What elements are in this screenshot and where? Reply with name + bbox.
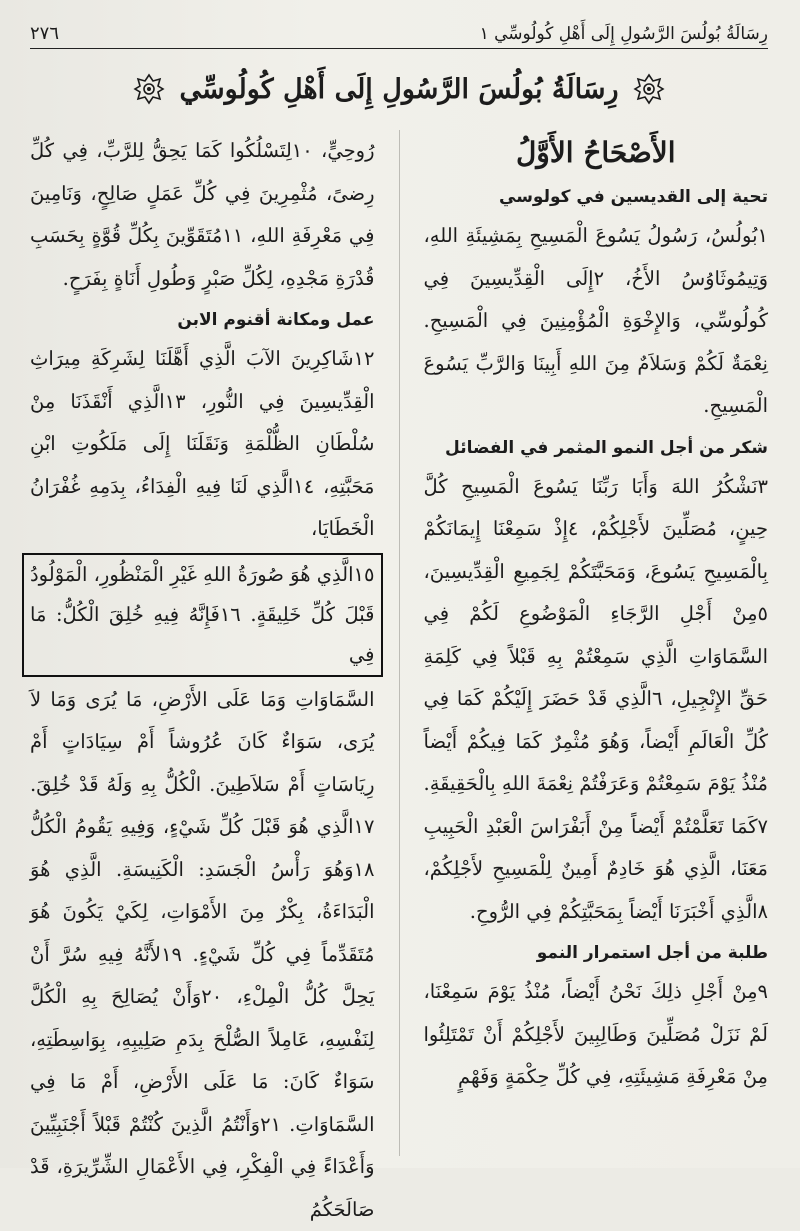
verse-paragraph: السَّمَاوَاتِ وَمَا عَلَى الأَرْضِ، مَا يُرَى وَمَا لاَ يُرَى، سَوَاءٌ كَانَ عُرُوشاً أَمْ سِيَادَاتٍ أَمْ رِيَاسَاتٍ أَمْ سَلاَطِينَ. الْكُلُّ بِهِ وَلَهُ قَدْ خُلِقَ. ١٧الَّذِي هُوَ قَبْلَ كُلِّ شَيْءٍ، وَفِيهِ يَقُومُ الْكُلُّ ١٨وَهُوَ رَأْسُ الْجَسَدِ: الْكَنِيسَةِ. الَّذِي هُوَ الْبَدَاءَةُ، بِكْرٌ مِنَ الأَمْوَاتِ، لِكَيْ يَكُونَ هُوَ مُتَقَدِّماً فِي كُلِّ شَيْءٍ. ١٩لأَنَّهُ فِيهِ سُرَّ أَنْ يَحِلَّ كُلُّ الْمِلْءِ، ٢٠وَأَنْ يُصَالِحَ بِهِ الْكُلَّ لِنَفْسِهِ، عَامِلاً الصُّلْحَ بِدَمِ صَلِيبِهِ، بِوَاسِطَتِهِ، سَوَاءٌ كَانَ: مَا عَلَى الأَرْضِ، أَمْ مَا فِي السَّمَاوَاتِ. ٢١وَأَنْتُمُ الَّذِينَ كُنْتُمْ قَبْلاً أَجْنَبِيِّينَ وَأَعْدَاءً فِي الْفِكْرِ، فِي الأَعْمَالِ الشِّرِّيرَةِ، قَدْ صَالَحَكُمُ bbox=[30, 679, 375, 1231]
book-title: رِسَالَةُ بُولُسَ الرَّسُولِ إِلَى أَهْلِ كُولُوسِّي bbox=[179, 74, 618, 105]
section-heading: شكر من أجل النمو المثمر في الفضائل bbox=[424, 438, 769, 458]
text-columns bbox=[30, 130, 768, 1156]
page-number: ٢٧٦ bbox=[30, 23, 59, 44]
left-column bbox=[30, 130, 375, 1156]
main-title bbox=[30, 62, 768, 116]
section-heading: طلبة من أجل استمرار النمو bbox=[424, 943, 769, 963]
verse-paragraph: ١٢شَاكِرِينَ الآبَ الَّذِي أَهَّلَنَا لِشَرِكَةِ مِيرَاثِ الْقِدِّيسِينَ فِي النُّورِ، ١٣الَّذِي أَنْقَذَنَا مِنْ سُلْطَانِ الظُّلْمَةِ وَنَقَلَنَا إِلَى مَلَكُوتِ ابْنِ مَحَبَّتِهِ، ١٤الَّذِي لَنَا فِيهِ الْفِدَاءُ، بِدَمِهِ غُفْرَانُ الْخَطَايَا، bbox=[30, 338, 375, 551]
verse-paragraph: ٩مِنْ أَجْلِ ذلِكَ نَحْنُ أَيْضاً، مُنْذُ يَوْمَ سَمِعْنَا، لَمْ نَزَلْ مُصَلِّينَ وَطَالِبِينَ لأَجْلِكُمْ أَنْ تَمْتَلِئُوا مِنْ مَعْرِفَةِ مَشِيئَتِهِ، فِي كُلِّ حِكْمَةٍ وَفَهْمٍ bbox=[424, 971, 769, 1099]
section-heading: عمل ومكانة أقنوم الابن bbox=[30, 310, 375, 330]
ornament-icon bbox=[633, 73, 665, 105]
chapter-title: الأَصْحَاحُ الأَوَّلُ bbox=[424, 136, 769, 169]
column-divider bbox=[399, 130, 400, 1156]
highlighted-verse-box: ١٥الَّذِي هُوَ صُورَةُ اللهِ غَيْرِ الْمَنْظُورِ، الْمَوْلُودُ قَبْلَ كُلِّ خَلِيقَةٍ. ١٦فَإِنَّهُ فِيهِ خُلِقَ الْكُلُّ: مَا فِي bbox=[22, 553, 383, 677]
right-column bbox=[424, 130, 769, 1156]
verse-paragraph: رُوحِيٍّ، ١٠لِتَسْلُكُوا كَمَا يَحِقُّ لِلرَّبِّ، فِي كُلِّ رِضىً، مُثْمِرِينَ فِي كُلِّ عَمَلٍ صَالِحٍ، وَنَامِينَ فِي مَعْرِفَةِ اللهِ، ١١مُتَقَوِّينَ بِكُلِّ قُوَّةٍ بِحَسَبِ قُدْرَةِ مَجْدِهِ، لِكُلِّ صَبْرٍ وَطُولِ أَنَاةٍ بِفَرَحٍ. bbox=[30, 130, 375, 300]
verse-paragraph: ١بُولُسُ، رَسُولُ يَسُوعَ الْمَسِيحِ بِمَشِيئَةِ اللهِ، وَتِيمُوثَاوُسُ الأَخُ، ٢إِلَى الْقِدِّيسِينَ فِي كُولُوسِّي، وَالإِخْوَةِ الْمُؤْمِنِينَ فِي الْمَسِيحِ. نِعْمَةٌ لَكُمْ وَسَلاَمٌ مِنَ اللهِ أَبِينَا وَالرَّبِّ يَسُوعَ الْمَسِيحِ. bbox=[424, 215, 769, 428]
ornament-icon bbox=[133, 73, 165, 105]
running-header bbox=[30, 14, 768, 44]
section-heading: تحية إلى القديسين في كولوسي bbox=[424, 187, 769, 207]
verse-paragraph: ٣نَشْكُرُ اللهَ وَأَبَا رَبِّنَا يَسُوعَ الْمَسِيحِ كُلَّ حِينٍ، مُصَلِّينَ لأَجْلِكُمْ، ٤إِذْ سَمِعْنَا إِيمَانَكُمْ بِالْمَسِيحِ يَسُوعَ، وَمَحَبَّتَكُمْ لِجَمِيعِ الْقِدِّيسِينَ، ٥مِنْ أَجْلِ الرَّجَاءِ الْمَوْضُوعِ لَكُمْ فِي السَّمَاوَاتِ الَّذِي سَمِعْتُمْ بِهِ قَبْلاً فِي كَلِمَةِ حَقِّ الإِنْجِيلِ، ٦الَّذِي قَدْ حَضَرَ إِلَيْكُمْ كَمَا فِي كُلِّ الْعَالَمِ أَيْضاً، وَهُوَ مُثْمِرٌ كَمَا فِيكُمْ أَيْضاً مُنْذُ يَوْمَ سَمِعْتُمْ وَعَرَفْتُمْ نِعْمَةَ اللهِ بِالْحَقِيقَةِ. ٧كَمَا تَعَلَّمْتُمْ أَيْضاً مِنْ أَبَفْرَاسَ الْعَبْدِ الْحَبِيبِ مَعَنَا، الَّذِي هُوَ خَادِمٌ أَمِينٌ لِلْمَسِيحِ لأَجْلِكُمْ، ٨الَّذِي أَخْبَرَنَا أَيْضاً بِمَحَبَّتِكُمْ فِي الرُّوحِ. bbox=[424, 466, 769, 934]
header-rule bbox=[30, 48, 768, 49]
running-title: رِسَالَةُ بُولُسَ الرَّسُولِ إِلَى أَهْلِ كُولُوسِّي ١ bbox=[480, 24, 768, 44]
